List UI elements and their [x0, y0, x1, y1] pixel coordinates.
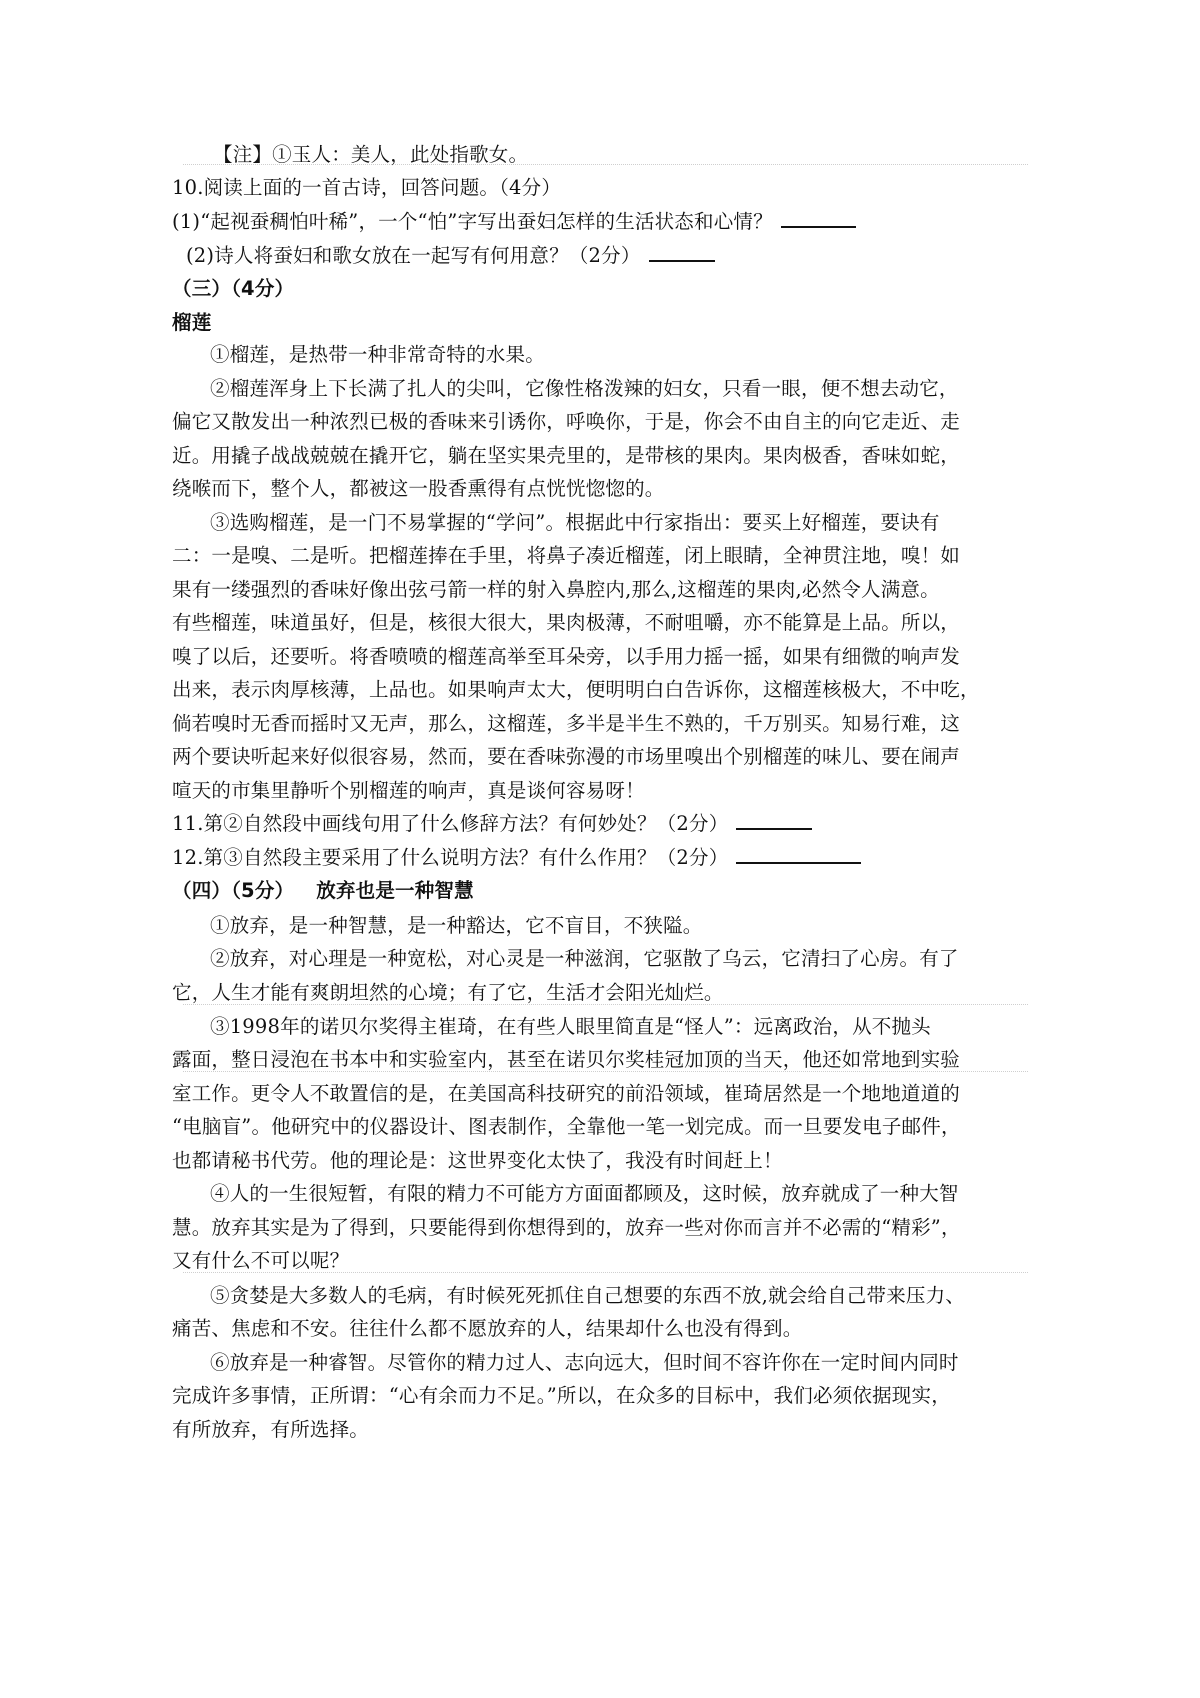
divider — [183, 1004, 1028, 1005]
essay-paragraph-3-line: 露面，整日浸泡在书本中和实验室内，甚至在诺贝尔奖桂冠加顶的当天，他还如常地到实验 — [172, 1048, 961, 1071]
essay-paragraph-6-line: 完成许多事情，正所谓：“心有余而力不足。”所以，在众多的目标中，我们必须依据现实， — [172, 1384, 951, 1407]
durian-paragraph-3-line: 嗅了以后，还要听。将香喷喷的榴莲高举至耳朵旁，以手用力摇一摇，如果有细微的响声发 — [172, 645, 961, 668]
durian-paragraph-2-line: 近。用撬子战战兢兢在撬开它，躺在坚实果壳里的，是带核的果肉。果肉极香，香味如蛇， — [172, 444, 961, 467]
durian-paragraph-3-line: 出来，表示肉厚核薄，上品也。如果响声太大，便明明白白告诉你，这榴莲核极大，不中吃， — [172, 678, 980, 701]
essay-paragraph-4-line: 慧。放弃其实是为了得到，只要能得到你想得到的，放弃一些对你而言并不必需的“精彩”， — [172, 1216, 961, 1239]
question-11: 11.第②自然段中画线句用了什么修辞方法？有何妙处？（2分） — [172, 808, 812, 836]
essay-paragraph-5-line: ⑤贪婪是大多数人的毛病，有时候死死抓住自己想要的东西不放,就会给自己带来压力、 — [210, 1284, 965, 1307]
section-3-heading: （三）（4分） — [172, 277, 295, 300]
durian-paragraph-3-line: 倘若嗅时无香而摇时又无声，那么，这榴莲，多半是半生不熟的，千万别买。知易行难，这 — [172, 712, 961, 735]
answer-blank[interactable] — [736, 810, 812, 830]
divider — [183, 1272, 1028, 1273]
section-4-title: 放弃也是一种智慧 — [316, 879, 474, 902]
essay-paragraph-3-line: ③1998年的诺贝尔奖得主崔琦，在有些人眼里简直是“怪人”：远离政治，从不抛头 — [210, 1015, 931, 1038]
essay-paragraph-3-line: 也都请秘书代劳。他的理论是：这世界变化太快了，我没有时间赶上！ — [172, 1149, 783, 1172]
answer-blank[interactable] — [781, 208, 856, 228]
essay-paragraph-1: ①放弃，是一种智慧，是一种豁达，它不盲目，不狭隘。 — [210, 914, 703, 937]
essay-paragraph-2-line: 它，人生才能有爽朗坦然的心境；有了它，生活才会阳光灿烂。 — [172, 981, 724, 1004]
durian-paragraph-2-line: 绕喉而下，整个人，都被这一股香熏得有点恍恍惚惚的。 — [172, 477, 665, 500]
durian-paragraph-3-line: 二：一是嗅、二是听。把榴莲捧在手里，将鼻子凑近榴莲，闭上眼睛，全神贯注地，嗅！如 — [172, 544, 961, 567]
durian-paragraph-2-line: ②榴莲浑身上下长满了扎人的尖叫，它像性格泼辣的妇女，只看一眼，便不想去动它， — [210, 377, 959, 400]
answer-blank[interactable] — [649, 242, 715, 262]
section-4-heading: （四）（5分） 放弃也是一种智慧 — [172, 879, 474, 902]
essay-paragraph-4-line: ④人的一生很短暂，有限的精力不可能方方面面都顾及，这时候，放弃就成了一种大智 — [210, 1182, 959, 1205]
durian-paragraph-3-line: 果有一缕强烈的香味好像出弦弓箭一样的射入鼻腔内,那么,这榴莲的果肉,必然令人满意。 — [172, 578, 940, 601]
essay-paragraph-6-line: ⑥放弃是一种睿智。尽管你的精力过人、志向远大，但时间不容许你在一定时间内同时 — [210, 1351, 959, 1374]
essay-paragraph-4-line: 又有什么不可以呢？ — [172, 1249, 350, 1272]
durian-paragraph-3-line: 有些榴莲，味道虽好，但是，核很大很大，果肉极薄，不耐咀嚼，亦不能算是上品。所以， — [172, 611, 961, 634]
section-3-title: 榴莲 — [172, 311, 212, 334]
divider — [183, 1071, 1028, 1072]
durian-paragraph-1: ①榴莲，是热带一种非常奇特的水果。 — [210, 343, 545, 366]
durian-paragraph-3-line: 两个要诀听起来好似很容易，然而，要在香味弥漫的市场里嗅出个别榴莲的味儿、要在闹声 — [172, 745, 961, 768]
durian-paragraph-2-line: 偏它又散发出一种浓烈已极的香味来引诱你，呼唤你，于是，你会不由自主的向它走近、走 — [172, 410, 961, 433]
durian-paragraph-3-line: 喧天的市集里静听个别榴莲的响声，真是谈何容易呀！ — [172, 779, 645, 802]
essay-paragraph-6-line: 有所放弃，有所选择。 — [172, 1418, 370, 1441]
poem-note: 【注】①玉人：美人，此处指歌女。 — [213, 143, 529, 166]
question-10-1: (1)“起视蚕稠怕叶稀”，一个“怕”字写出蚕妇怎样的生活状态和心情？ — [172, 206, 856, 234]
essay-paragraph-3-line: “电脑盲”。他研究中的仪器设计、图表制作，全靠他一笔一划完成。而一旦要发电子邮件， — [172, 1115, 961, 1138]
answer-blank[interactable] — [736, 844, 861, 864]
question-10-2: (2)诗人将蚕妇和歌女放在一起写有何用意？（2分） — [186, 240, 715, 268]
essay-paragraph-3-line: 室工作。更令人不敢置信的是，在美国高科技研究的前沿领域，崔琦居然是一个地地道道的 — [172, 1082, 961, 1105]
question-12: 12.第③自然段主要采用了什么说明方法？有什么作用？（2分） — [172, 842, 861, 870]
durian-paragraph-3-line: ③选购榴莲，是一门不易掌握的“学问”。根据此中行家指出：要买上好榴莲，要诀有 — [210, 511, 940, 534]
question-10-title: 10.阅读上面的一首古诗，回答问题。（4分） — [172, 176, 562, 199]
divider — [183, 164, 1028, 165]
essay-paragraph-2-line: ②放弃，对心理是一种宽松，对心灵是一种滋润，它驱散了乌云，它清扫了心房。有了 — [210, 947, 959, 970]
essay-paragraph-5-line: 痛苦、焦虑和不安。往往什么都不愿放弃的人，结果却什么也没有得到。 — [172, 1317, 803, 1340]
